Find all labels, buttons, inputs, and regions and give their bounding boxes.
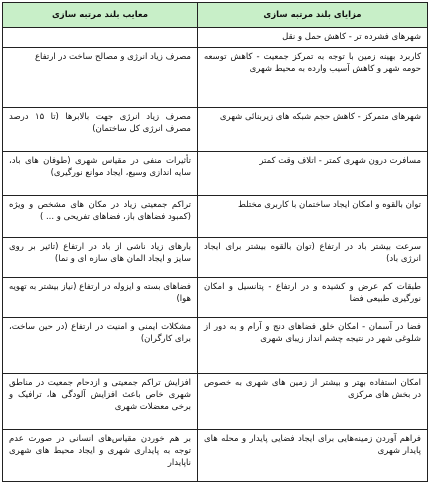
pro-cell: کاربرد بهینه زمین با توجه به تمرکز جمعیت - کاهش توسعه حومه شهر و کاهش آسیب وارده به محیط شهری	[198, 48, 428, 108]
pro-cell: فضا در آسمان - امکان خلق فضاهای دنج و آرام و به دور از شلوغی شهر در نتیجه چشم انداز زیبای شهری	[198, 318, 428, 374]
pro-cell: شهرهای فشرده تر - کاهش حمل و نقل	[198, 28, 428, 48]
comparison-table-container	[2, 2, 427, 482]
con-cell	[3, 28, 198, 48]
con-cell: بر هم خوردن مقیاس‌های انسانی در صورت عدم توجه به پایداری شهری و ایجاد محیط های شهری ناپایدار	[3, 430, 198, 482]
header-pros: مزایای بلند مرتبه سازی	[198, 3, 428, 28]
pros-cons-table	[2, 2, 428, 482]
pro-cell: مسافرت درون شهری کمتر - اتلاف وقت کمتر	[198, 152, 428, 196]
pro-cell: فراهم آوردن زمینه‌هایی برای ایجاد فضایی پایدار و محله های پایدار شهری	[198, 430, 428, 482]
con-cell: تأثیرات منفی در مقیاس شهری (طوفان های باد، سایه اندازی وسیع، ایجاد موانع نورگیری)	[3, 152, 198, 196]
con-cell: مشکلات ایمنی و امنیت در ارتفاع (در حین ساخت، برای کارگران)	[3, 318, 198, 374]
table-row	[3, 48, 428, 108]
table-row	[3, 196, 428, 238]
table-row	[3, 430, 428, 482]
con-cell: فضاهای بسته و ایزوله در ارتفاع (نیاز بیشتر به تهویه هوا)	[3, 278, 198, 318]
table-row	[3, 108, 428, 152]
pro-cell: امکان استفاده بهتر و بیشتر از زمین های شهری به خصوص در بخش های مرکزی	[198, 374, 428, 430]
con-cell: بارهای زیاد ناشی از باد در ارتفاع (تاثیر بر روی سایز و ایجاد المان های سازه ای و نما)	[3, 238, 198, 278]
table-row	[3, 238, 428, 278]
table-header-row	[3, 3, 428, 28]
con-cell: مصرف زیاد انرژی جهت بالابرها (تا ۱۵ درصد مصرف انرژی کل ساختمان)	[3, 108, 198, 152]
table-row	[3, 278, 428, 318]
table-row	[3, 318, 428, 374]
table-row	[3, 374, 428, 430]
pro-cell: طبقات کم عرض و کشیده و در ارتفاع - پتانسیل و امکان نورگیری طبیعی فضا	[198, 278, 428, 318]
con-cell: افزایش تراکم جمعیتی و ازدحام جمعیت در مناطق شهری خاص باعث افزایش آلودگی ها، ترافیک و برخی معضلات شهری	[3, 374, 198, 430]
pro-cell: سرعت بیشتر باد در ارتفاع (توان بالقوه بیشتر برای ایجاد انرژی باد)	[198, 238, 428, 278]
header-cons: معایب بلند مرتبه سازی	[3, 3, 198, 28]
con-cell: تراکم جمعیتی زیاد در مکان های مشخص و ویژه (کمبود فضاهای باز، فضاهای تفریحی و ... )	[3, 196, 198, 238]
pro-cell: شهرهای متمرکز - کاهش حجم شبکه های زیربنائی شهری	[198, 108, 428, 152]
table-row	[3, 28, 428, 48]
table-row	[3, 152, 428, 196]
pro-cell: توان بالقوه و امکان ایجاد ساختمان با کاربری مختلط	[198, 196, 428, 238]
con-cell: مصرف زیاد انرژی و مصالح ساخت در ارتفاع	[3, 48, 198, 108]
